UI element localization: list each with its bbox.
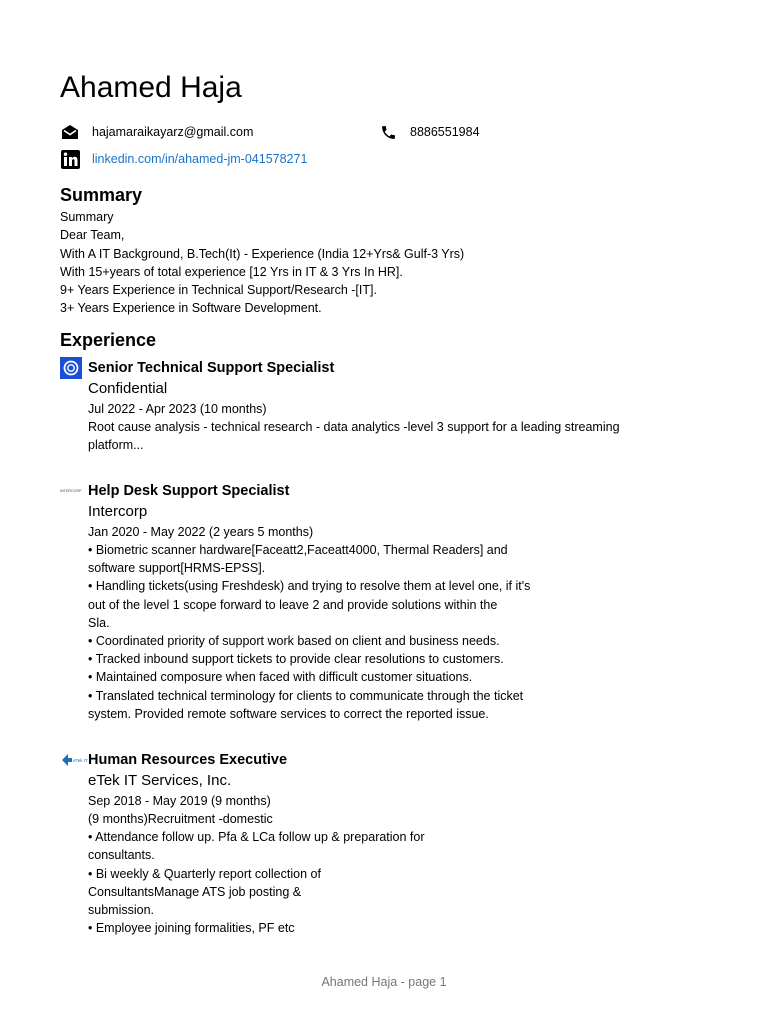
- candidate-name: Ahamed Haja: [60, 71, 242, 104]
- job-line: • Biometric scanner hardware[Faceatt2,Faceatt4000, Thermal Readers] and: [88, 543, 508, 557]
- phone-text[interactable]: 8886551984: [410, 125, 480, 139]
- summary-line: Summary: [60, 210, 114, 224]
- job-line: software support[HRMS-EPSS].: [88, 561, 266, 576]
- job-line: system. Provided remote software services to correct the reported issue.: [88, 706, 489, 721]
- job-line: • Tracked inbound support tickets to provide clear resolutions to customers.: [88, 652, 504, 667]
- job-line: (9 months)Recruitment -domestic: [88, 812, 273, 826]
- job-description: [88, 810, 708, 937]
- job-title: Senior Technical Support Specialist: [88, 360, 335, 376]
- summary-heading: Summary: [60, 185, 143, 205]
- summary-line: With 15+years of total experience [12 Yrs in IT & 3 Yrs In HR].: [60, 264, 403, 279]
- job-line: consultants.: [88, 848, 155, 863]
- job-line: • Attendance follow up. Pfa & LCa follow up & preparation for: [88, 830, 425, 845]
- page-footer: Ahamed Haja - page 1: [321, 975, 447, 989]
- job-description: [88, 541, 708, 723]
- job-line: • Coordinated priority of support work based on client and business needs.: [88, 634, 500, 649]
- job-line: submission.: [88, 903, 154, 918]
- summary-line: Dear Team,: [60, 228, 125, 243]
- linkedin-icon: [60, 149, 80, 169]
- company-logo-icon: [60, 357, 82, 379]
- company-logo-text: INTERCORP: [60, 489, 82, 493]
- summary-line: With A IT Background, B.Tech(It) - Experience (India 12+Yrs& Gulf-3 Yrs): [60, 246, 465, 261]
- email-icon: [60, 122, 80, 142]
- summary-line: 3+ Years Experience in Software Development.: [60, 301, 322, 316]
- job-line: ConsultantsManage ATS job posting &: [88, 884, 302, 899]
- experience-heading: Experience: [60, 330, 157, 350]
- summary-body: [60, 208, 464, 318]
- job-company: Confidential: [88, 380, 168, 397]
- summary-line: 9+ Years Experience in Technical Support/Research -[IT].: [60, 283, 377, 298]
- email-text[interactable]: hajamaraikayarz@gmail.com: [92, 125, 254, 139]
- job-line: out of the level 1 scope forward to leave 2 and provide solutions within the: [88, 597, 498, 612]
- job-dates: Jan 2020 - May 2022 (2 years 5 months): [88, 525, 314, 539]
- linkedin-row: [60, 149, 307, 169]
- job-line: Root cause analysis - technical research - data analytics -level 3 support for a leading streaming: [88, 420, 620, 434]
- job-line: • Maintained composure when faced with difficult customer situations.: [88, 670, 473, 685]
- company-logo-icon: [60, 480, 82, 502]
- job-company: eTek IT Services, Inc.: [88, 772, 232, 789]
- job-line: platform...: [88, 438, 144, 453]
- job-title: Help Desk Support Specialist: [88, 483, 290, 499]
- linkedin-link[interactable]: linkedin.com/in/ahamed-jm-041578271: [92, 152, 308, 166]
- job-line: • Employee joining formalities, PF etc: [88, 921, 295, 936]
- job-line: • Translated technical terminology for clients to communicate through the ticket: [88, 688, 524, 703]
- job-description: [88, 418, 708, 454]
- company-logo-text: eTek IT: [73, 758, 88, 763]
- job-line: • Handling tickets(using Freshdesk) and trying to resolve them at level one, if it's: [88, 579, 531, 594]
- phone-icon: [378, 122, 398, 142]
- email-row: [60, 122, 253, 142]
- phone-row: [378, 122, 480, 142]
- company-logo-icon: [60, 749, 88, 771]
- job-dates: Jul 2022 - Apr 2023 (10 months): [88, 402, 267, 416]
- job-line: Sla.: [88, 615, 110, 630]
- job-title: Human Resources Executive: [88, 752, 288, 768]
- job-line: • Bi weekly & Quarterly report collection of: [88, 866, 321, 881]
- job-dates: Sep 2018 - May 2019 (9 months): [88, 794, 271, 808]
- job-company: Intercorp: [88, 503, 148, 520]
